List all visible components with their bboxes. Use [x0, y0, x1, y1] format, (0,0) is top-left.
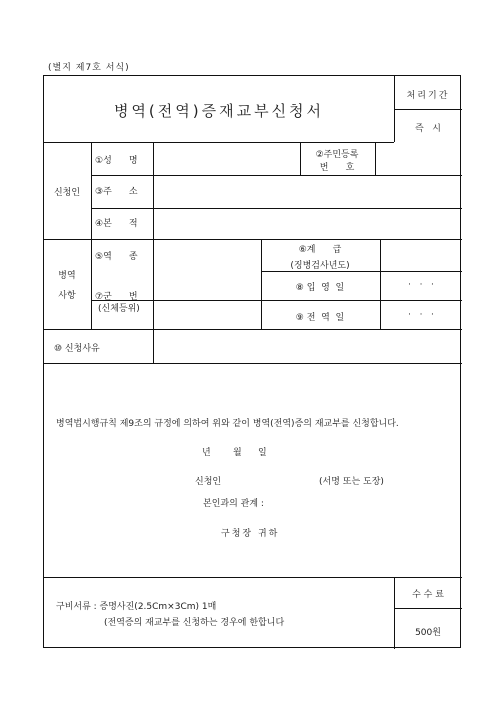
- application-reason-label: ⑩ 신청사유: [54, 344, 100, 354]
- divider: [375, 142, 376, 175]
- divider: [153, 329, 154, 363]
- divider: [380, 239, 381, 329]
- required-documents: 구비서류 : 증명사진(2.5Cm×3Cm) 1매: [56, 602, 217, 612]
- divider: [394, 76, 395, 142]
- form-title: 병역(전역)증재교부신청서: [113, 102, 325, 120]
- form-number-label: (별지 제7호 서식): [48, 63, 130, 73]
- divider: [44, 329, 462, 330]
- divider: [261, 271, 462, 272]
- service-number-label: ⑦군 번: [95, 292, 138, 302]
- divider: [91, 142, 92, 329]
- divider: [44, 142, 394, 143]
- discharge-date-label: ⑨ 전 역 일: [295, 313, 345, 323]
- signature-note: (서명 또는 도장): [319, 477, 384, 487]
- address-label: ③주 소: [95, 187, 138, 197]
- resident-number-label: ②주민등록: [315, 150, 359, 160]
- service-type-label: ⑤역 종: [95, 252, 138, 262]
- application-form: [43, 75, 461, 648]
- divider: [261, 239, 262, 329]
- application-statement: 병역법시행규칙 제9조의 규정에 의하여 위와 같이 병역(전역)증의 재교부를 신청합니다.: [56, 419, 399, 429]
- signer-label: 신청인: [195, 477, 222, 487]
- divider: [44, 577, 462, 578]
- divider: [300, 142, 301, 175]
- date-day-label: 일: [258, 448, 267, 458]
- applicant-section-label: 신청인: [53, 188, 81, 198]
- fee-value: 500원: [415, 628, 441, 638]
- required-documents-note: (전역증의 재교부를 신청하는 경우에 한합니다: [104, 618, 285, 628]
- military-section-label: 병역: [58, 271, 76, 281]
- discharge-date-value: · · ·: [408, 310, 434, 320]
- divider: [261, 300, 462, 301]
- fee-label: 수 수 료: [412, 590, 444, 600]
- enlistment-date-value: · · ·: [408, 280, 434, 290]
- rank-sublabel: (징병검사년도): [290, 261, 350, 271]
- divider: [44, 363, 462, 364]
- date-year-label: 년: [202, 448, 211, 458]
- divider: [394, 577, 395, 649]
- military-section-label-2: 사항: [58, 291, 76, 301]
- enlistment-date-label: ⑧ 입 영 일: [295, 283, 345, 293]
- rank-label: ⑥계 급: [298, 245, 342, 255]
- addressee: 구청장 귀하: [221, 529, 280, 539]
- divider: [153, 142, 154, 329]
- date-month-label: 월: [233, 448, 242, 458]
- divider: [91, 175, 462, 176]
- processing-period-value: 즉 시: [415, 124, 441, 134]
- name-label: ①성 명: [95, 156, 138, 166]
- divider: [91, 208, 462, 209]
- divider: [394, 608, 462, 609]
- resident-number-label-2: 번 호: [319, 163, 355, 173]
- divider: [394, 109, 462, 110]
- processing-period-label: 처리기간: [406, 91, 450, 101]
- relation-label: 본인과의 관계 :: [203, 499, 264, 509]
- domicile-label: ④본 적: [95, 219, 138, 229]
- service-number-sublabel: (신체등위): [98, 304, 140, 314]
- divider: [44, 239, 462, 240]
